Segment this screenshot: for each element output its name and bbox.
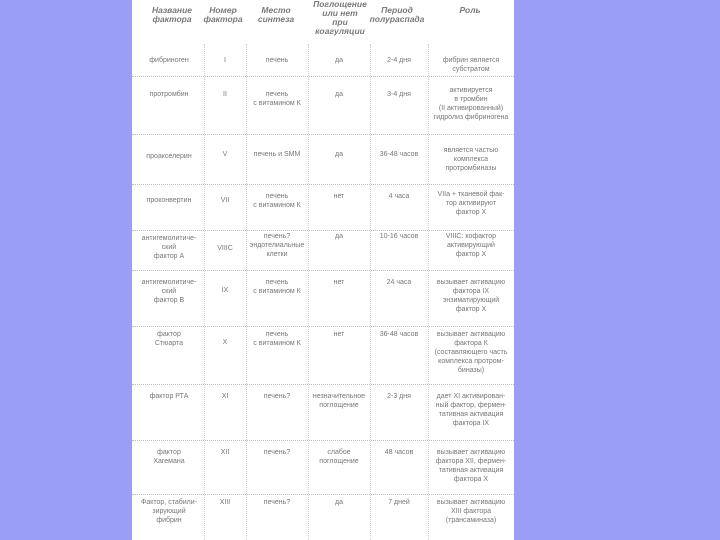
cell-factor-name: антигемолитиче- ский фактор В: [141, 279, 197, 304]
cell-factor-number: XI: [221, 393, 229, 400]
table-row: [132, 230, 514, 271]
cell-synthesis-site: печень? эндотелиальные клетки: [249, 233, 305, 258]
cell-consumption: да: [335, 233, 343, 240]
cell-synthesis-site: печень с витамином К: [253, 279, 301, 295]
cell-factor-name: фибриноген: [149, 57, 189, 64]
cell-half-life: 24 часа: [386, 279, 412, 286]
cell-half-life: 7 дней: [388, 499, 410, 506]
cell-factor-number: I: [224, 57, 226, 64]
cell-consumption: незначительное поглощение: [312, 393, 366, 409]
cell-half-life: 10-16 часов: [379, 233, 419, 240]
cell-synthesis-site: печень и SMM: [253, 151, 301, 158]
cell-factor-number: XII: [220, 449, 230, 456]
cell-half-life: 4 часа: [388, 193, 410, 200]
header-role: Роль: [459, 5, 481, 15]
table-page: [132, 0, 514, 540]
table-row: [132, 134, 514, 185]
cell-consumption: да: [335, 499, 343, 506]
cell-consumption: да: [335, 57, 343, 64]
table-row: [132, 184, 514, 231]
cell-half-life: 36-48 часов: [379, 331, 419, 338]
table-row: [132, 440, 514, 495]
cell-synthesis-site: печень?: [263, 449, 291, 456]
cell-factor-number: II: [223, 91, 227, 98]
cell-consumption: нет: [333, 279, 345, 286]
cell-role: активируется в тромбин (II активированный) гидролиз фибриногена: [433, 87, 509, 121]
cell-factor-number: X: [222, 339, 228, 346]
cell-factor-name: антигемолитиче- ский фактор А: [141, 235, 197, 260]
header-consumption: Поглощение или нет при коагуляции: [313, 0, 367, 36]
header-factor-number: Номер фактора: [203, 5, 243, 24]
cell-factor-number: V: [222, 151, 228, 158]
table-row: [132, 76, 514, 135]
cell-consumption: да: [335, 151, 343, 158]
cell-consumption: нет: [333, 193, 345, 200]
cell-role: вызывает активацию фактора XII, фермен- тативная активация фактора Х: [435, 449, 507, 483]
cell-half-life: 48 часов: [384, 449, 414, 456]
cell-role: дает XI активирован- ный фактор, фермен- тативная активация фактора IX: [435, 393, 507, 427]
cell-role: вызывает активацию фактора К (составляющего часть комплекса протром- биназы): [434, 331, 508, 374]
header-half-life: Период полураспада: [369, 5, 425, 24]
table-row: [132, 494, 514, 540]
cell-half-life: 2-3 дня: [387, 393, 411, 400]
table-row: [132, 326, 514, 385]
cell-half-life: 3-4 дня: [387, 91, 411, 98]
cell-factor-name: Фактор, стабили- зирующий фибрин: [141, 499, 197, 524]
header-factor-name: Название фактора: [151, 5, 192, 24]
table-row: [132, 44, 514, 77]
cell-factor-name: фактор Хагемана: [153, 449, 185, 465]
header-synthesis-site: Место синтеза: [257, 5, 295, 24]
cell-role: VIIIC: кофактор активирующий фактор Х: [445, 233, 497, 258]
cell-role: является частью комплекса протромбиназы: [443, 147, 499, 172]
cell-consumption: слабое поглощение: [319, 449, 359, 465]
cell-factor-number: IX: [221, 287, 229, 294]
cell-half-life: 36-48 часов: [379, 151, 419, 158]
cell-synthesis-site: печень?: [263, 393, 291, 400]
cell-synthesis-site: печень?: [263, 499, 291, 506]
cell-factor-name: фактор Стюарта: [154, 331, 184, 347]
cell-consumption: нет: [333, 331, 345, 338]
cell-factor-number: VII: [220, 197, 230, 204]
cell-consumption: да: [335, 91, 343, 98]
cell-synthesis-site: печень с витамином К: [253, 91, 301, 107]
cell-half-life: 2-4 дня: [387, 57, 411, 64]
cell-role: вызывает активацию фактора IX энзиматирующий фактор Х: [436, 279, 506, 313]
table-row: [132, 384, 514, 441]
cell-factor-number: VIIIC: [217, 245, 233, 252]
cell-factor-name: фактор РТА: [149, 393, 189, 400]
cell-factor-name: проконвертин: [146, 197, 192, 204]
table-row: [132, 270, 514, 327]
cell-role: вызывает активацию XIII фактора (трансаминаза): [436, 499, 506, 524]
cell-factor-name: протромбин: [149, 91, 189, 98]
cell-factor-number: XIII: [219, 499, 231, 506]
cell-synthesis-site: печень с витамином К: [253, 331, 301, 347]
table-header: [132, 0, 514, 44]
cell-synthesis-site: печень с витамином К: [253, 193, 301, 209]
cell-role: VIIа + тканевой фак- тор активируют фактор Х: [437, 191, 505, 216]
cell-role: фибрин является субстратом: [442, 57, 500, 73]
cell-synthesis-site: печень: [265, 57, 289, 64]
cell-factor-name: проакселерин: [146, 153, 192, 160]
